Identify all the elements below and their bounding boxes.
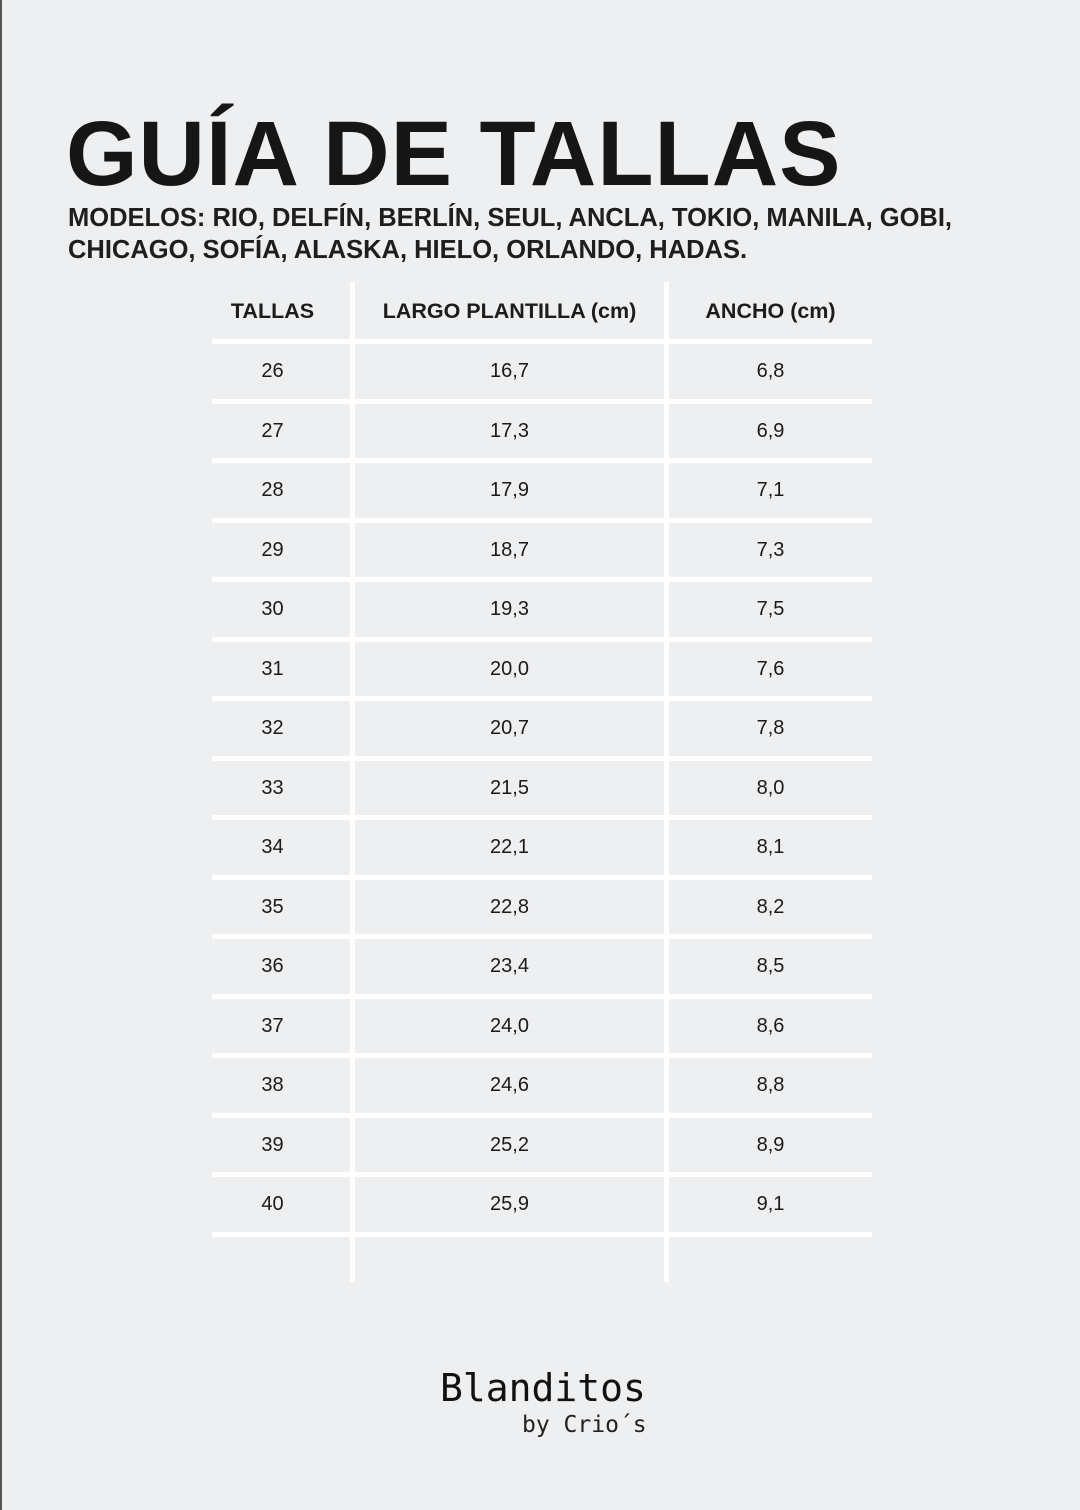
talla-cell: 31 [261,657,284,680]
largo-cell: 18,7 [490,538,529,561]
ancho-cell: 8,2 [756,895,785,918]
largo-cell: 16,7 [490,360,529,383]
ancho-cell: 7,6 [756,657,785,680]
ancho-cell: 7,1 [756,479,785,502]
largo-cell: 23,4 [490,955,529,978]
largo-cell: 21,5 [490,776,529,799]
size-table [212,282,872,1282]
talla-cell: 34 [261,836,284,859]
ancho-cell: 9,1 [756,1193,785,1216]
ancho-cell: 8,6 [756,1014,785,1037]
table-row [212,997,872,1057]
table-row [212,342,872,402]
header-ancho: ANCHO (cm) [705,299,836,324]
table-row [212,521,872,581]
talla-cell: 37 [261,1014,284,1037]
table-row [212,402,872,462]
ancho-cell: 8,9 [756,1133,785,1156]
table-row [212,461,872,521]
brand-logo: Blanditos [440,1366,646,1410]
table-row [212,878,872,938]
largo-cell: 24,0 [490,1014,529,1037]
largo-cell: 25,9 [490,1193,529,1216]
largo-cell: 17,9 [490,479,529,502]
talla-cell: 30 [261,598,284,621]
ancho-cell: 6,8 [756,360,785,383]
table-row [212,1116,872,1176]
largo-cell: 22,1 [490,836,529,859]
ancho-cell: 8,5 [756,955,785,978]
table-header-row [212,282,872,342]
talla-cell: 38 [261,1074,284,1097]
largo-cell: 22,8 [490,895,529,918]
table-row [212,699,872,759]
table-row [212,759,872,819]
ancho-cell: 6,9 [756,419,785,442]
talla-cell: 35 [261,895,284,918]
page-title: GUÍA DE TALLAS [66,103,842,205]
ancho-cell: 7,8 [756,717,785,740]
ancho-cell: 8,1 [756,836,785,859]
ancho-cell: 7,5 [756,598,785,621]
table-row [212,1056,872,1116]
talla-cell: 26 [261,360,284,383]
talla-cell: 33 [261,776,284,799]
talla-cell: 27 [261,419,284,442]
header-largo-plantilla: LARGO PLANTILLA (cm) [382,299,637,324]
header-tallas: TALLAS [230,299,315,324]
talla-cell: 29 [261,538,284,561]
table-row [212,580,872,640]
table-row [212,1175,872,1235]
ancho-cell: 7,3 [756,538,785,561]
talla-cell: 32 [261,717,284,740]
largo-cell: 20,7 [490,717,529,740]
brand-tagline: by Crio´s [522,1412,647,1438]
talla-cell: 36 [261,955,284,978]
talla-cell: 40 [261,1193,284,1216]
largo-cell: 17,3 [490,419,529,442]
ancho-cell: 8,0 [756,776,785,799]
table-row [212,937,872,997]
table-row [212,640,872,700]
table-row [212,818,872,878]
largo-cell: 20,0 [490,657,529,680]
ancho-cell: 8,8 [756,1074,785,1097]
largo-cell: 25,2 [490,1133,529,1156]
largo-cell: 19,3 [490,598,529,621]
talla-cell: 39 [261,1133,284,1156]
models-list: MODELOS: RIO, DELFÍN, BERLÍN, SEUL, ANCLA, TOKIO, MANILA, GOBI, CHICAGO, SOFÍA, ALASKA, HIELO, ORLANDO, HADAS. [68,204,952,264]
talla-cell: 28 [261,479,284,502]
largo-cell: 24,6 [490,1074,529,1097]
